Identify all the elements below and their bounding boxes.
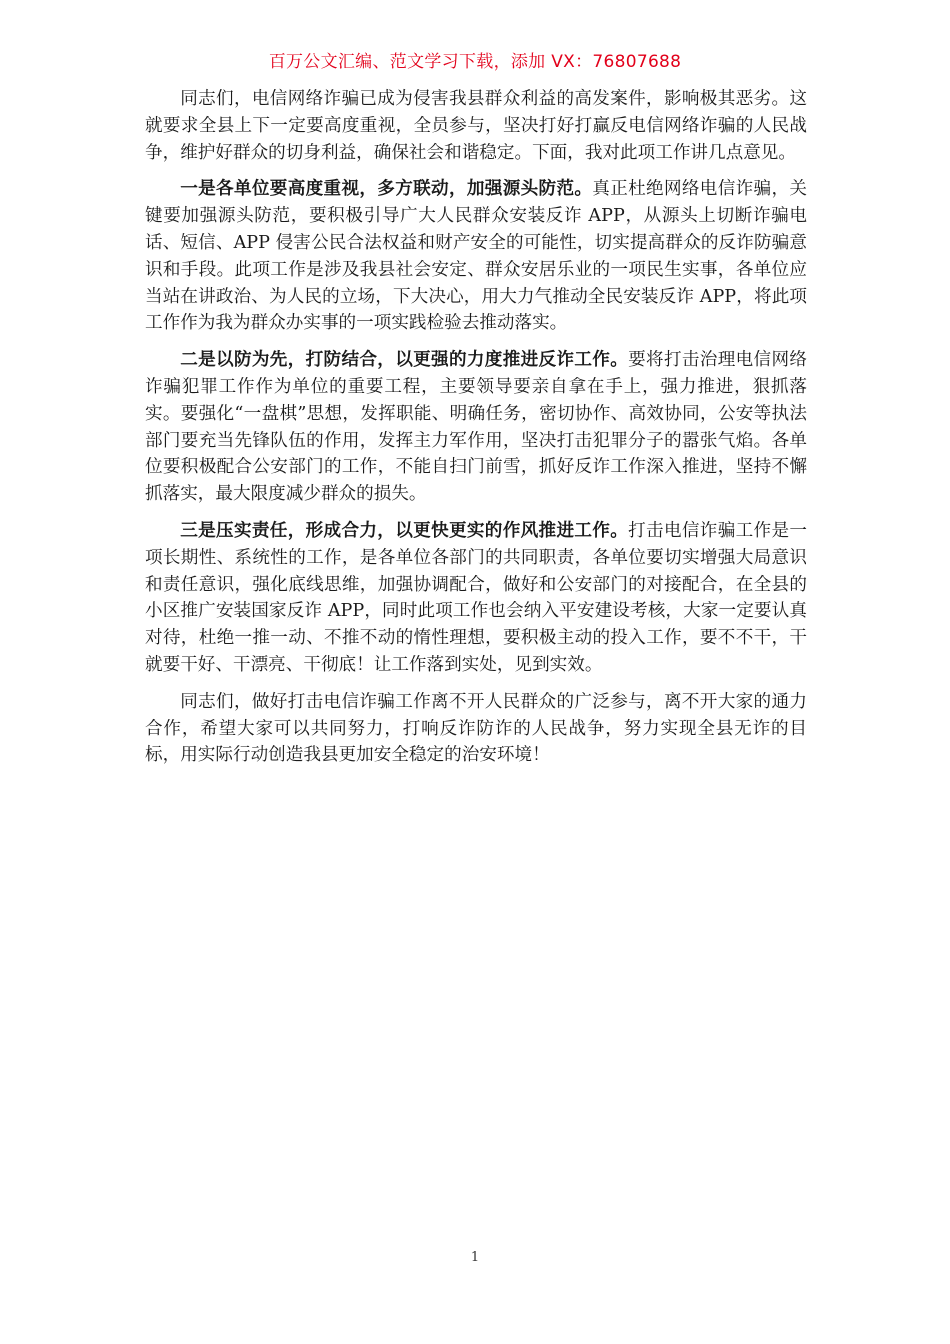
- paragraph-text: 要将打击治理电信网络诈骗犯罪工作作为单位的重要工程，主要领导要亲自拿在手上，强力推进，狠抓落实。要强化“一盘棋”思想，发挥职能、明确任务，密切协作、高效协同，公安等执法部门要充当先锋队伍的作用，发挥主力军作用，坚决打击犯罪分子的嚣张气焰。各单位要积极配合公安部门的工作，不能自扫门前雪，抓好反诈工作深入推进，坚持不懈抓落实，最大限度减少群众的损失。: [145, 350, 807, 505]
- document-body: [145, 86, 807, 779]
- paragraph-closing: [145, 689, 807, 769]
- paragraph-point-1: [145, 176, 807, 337]
- paragraph-intro: [145, 86, 807, 166]
- page-number: 1: [470, 1250, 480, 1265]
- paragraph-text: 打击电信诈骗工作是一项长期性、系统性的工作，是各单位各部门的共同职责，各单位要切实增强大局意识和责任意识，强化底线思维，加强协调配合，做好和公安部门的对接配合，在全县的小区推广安装国家反诈 APP，同时此项工作也会纳入平安建设考核，大家一定要认真对待，杜绝一推一动、不推不动的惰性理想，要积极主动的投入工作，要不不干，干就要干好、干漂亮、干彻底！让工作落到实处，见到实效。: [145, 520, 807, 675]
- paragraph-lead: 二是以防为先，打防结合，以更强的力度推进反诈工作。: [180, 350, 629, 371]
- paragraph-text: 同志们，做好打击电信诈骗工作离不开人民群众的广泛参与，离不开大家的通力合作，希望大家可以共同努力，打响反诈防诈的人民战争，努力实现全县无诈的目标，用实际行动创造我县更加安全稳定的治安环境！: [145, 691, 807, 766]
- paragraph-lead: 一是各单位要高度重视，多方联动，加强源头防范。: [180, 179, 593, 200]
- paragraph-point-2: [145, 347, 807, 508]
- paragraph-point-3: [145, 518, 807, 679]
- paragraph-text: 同志们，电信网络诈骗已成为侵害我县群众利益的高发案件，影响极其恶劣。这就要求全县上下一定要高度重视，全员参与，坚决打好打赢反电信网络诈骗的人民战争，维护好群众的切身利益，确保社会和谐稳定。下面，我对此项工作讲几点意见。: [145, 89, 807, 163]
- paragraph-lead: 三是压实责任，形成合力，以更快更实的作风推进工作。: [180, 520, 629, 541]
- paragraph-text: 真正杜绝网络电信诈骗，关键要加强源头防范，要积极引导广大人民群众安装反诈 APP，从源头上切断诈骗电话、短信、APP 侵害公民合法权益和财产安全的可能性，切实提高群众的反诈防骗意识和手段。此项工作是涉及我县社会安定、群众安居乐业的一项民生实事，各单位应当站在讲政治、为人民的立场，下大决心，用大力气推动全民安装反诈 APP，将此项工作作为我为群众办实事的一项实践检验去推动落实。: [145, 179, 807, 334]
- header-banner: 百万公文汇编、范文学习下载，添加 VX：76807688: [268, 52, 682, 72]
